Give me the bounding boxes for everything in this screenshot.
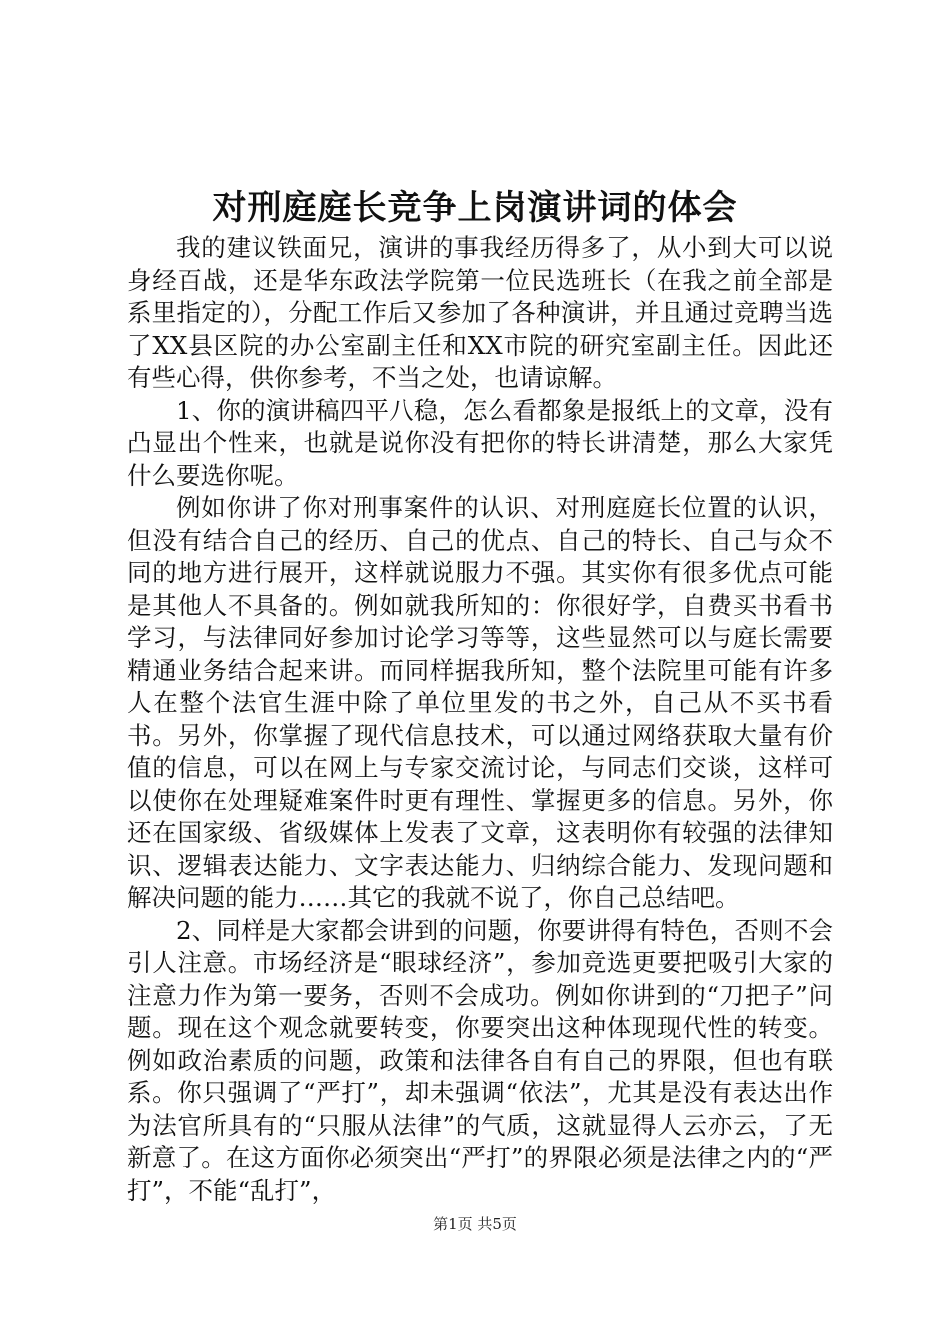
document-body <box>127 232 833 1207</box>
paragraph-example: 例如你讲了你对刑事案件的认识、对刑庭庭长位置的认识，但没有结合自己的经历、自己的优点、自己的特长、自己与众不同的地方进行展开，这样就说服力不强。其实你有很多优点可能是其他人不具备的。例如就我所知的：你很好学，自费买书看书学习，与法律同好参加讨论学习等等，这些显然可以与庭长需要精通业务结合起来讲。而同样据我所知，整个法院里可能有许多人在整个法官生涯中除了单位里发的书之外，自己从不买书看书。另外，你掌握了现代信息技术，可以通过网络获取大量有价值的信息，可以在网上与专家交流讨论，与同志们交谈，这样可以使你在处理疑难案件时更有理性、掌握更多的信息。另外，你还在国家级、省级媒体上发表了文章，这表明你有较强的法律知识、逻辑表达能力、文字表达能力、归纳综合能力、发现问题和解决问题的能力……其它的我就不说了，你自己总结吧。 <box>127 493 833 912</box>
paragraph-point-1: 1、你的演讲稿四平八稳，怎么看都象是报纸上的文章，没有凸显出个性来，也就是说你没有把你的特长讲清楚，那么大家凭什么要选你呢。 <box>127 395 833 490</box>
page-number-footer: 第1页 共5页 <box>433 1215 517 1233</box>
paragraph-intro: 我的建议铁面兄，演讲的事我经历得多了，从小到大可以说身经百战，还是华东政法学院第一位民选班长（在我之前全部是系里指定的），分配工作后又参加了各种演讲，并且通过竞聘当选了XX县区院的办公室副主任和XX市院的研究室副主任。因此还有些心得，供你参考，不当之处，也请谅解。 <box>127 233 833 392</box>
document-title: 对刑庭庭长竞争上岗演讲词的体会 <box>212 188 738 228</box>
paragraph-point-2: 2、同样是大家都会讲到的问题，你要讲得有特色，否则不会引人注意。市场经济是“眼球经济”，参加竞选更要把吸引大家的注意力作为第一要务，否则不会成功。例如你讲到的“刀把子”问题。现在这个观念就要转变，你要突出这种体现现代性的转变。例如政治素质的问题，政策和法律各自有自己的界限，但也有联系。你只强调了“严打”，却未强调“依法”，尤其是没有表达出作为法官所具有的“只服从法律”的气质，这就显得人云亦云，了无新意了。在这方面你必须突出“严打”的界限必须是法律之内的“严打”，不能“乱打”， <box>127 915 833 1205</box>
